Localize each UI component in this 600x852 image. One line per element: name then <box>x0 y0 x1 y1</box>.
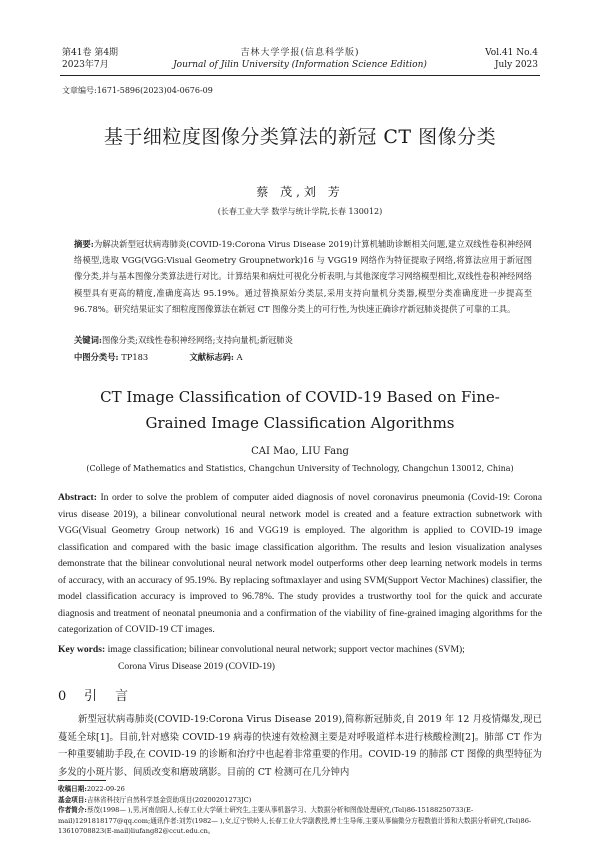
date-en: July 2023 <box>494 60 538 70</box>
footnote-fund <box>58 795 542 806</box>
footnote-rule <box>58 780 106 781</box>
journal-name-en: Journal of Jilin University (Information Science Edition) <box>173 60 427 70</box>
fund-label: 基金项目: <box>58 795 87 804</box>
chinese-abstract-label: 摘要: <box>74 239 94 249</box>
received-label: 收稿日期: <box>58 785 87 793</box>
section-title: 引言 <box>84 689 147 704</box>
chinese-keywords <box>74 334 532 346</box>
clc-value: TP183 <box>121 352 149 362</box>
article-number: 文章编号:1671-5896(2023)04-0676-09 <box>62 86 213 95</box>
footnotes <box>58 784 542 837</box>
fund-value: 吉林省科技厅自然科学基金资助项目(20200201273JC) <box>86 795 252 804</box>
received-value: 2022-09-26 <box>86 785 125 793</box>
header-left <box>62 47 118 71</box>
clc-label: 中图分类号: <box>74 352 119 362</box>
english-keywords <box>58 642 542 675</box>
english-affiliation: (College of Mathematics and Statistics, Changchun University of Technology, Changchun 130012, China) <box>86 464 514 473</box>
section-heading <box>58 685 146 704</box>
journal-name-cn: 吉林大学学报(信息科学版) <box>240 48 360 58</box>
chinese-abstract <box>74 236 532 317</box>
header-right <box>485 47 538 71</box>
date-cn: 2023年7月 <box>62 60 109 70</box>
author-value: 蔡茂(1998— ),男,河南信阳人,长春工业大学硕士研究生,主要从事机器学习、大数据分析和图像处理研究,(Tel)86-15188250733(E-mail)1291818177@qq.com;通讯作者:刘芳(1982— ),女,辽宁铁岭人,长春工业大学副教授,博士生导师,主要从事偏微分方程数值计算和大数据分析研究,(Tel)86-13610708823(E-mail)liufang82@ccut.edu.cn。 <box>58 806 532 835</box>
classification-line <box>74 351 532 363</box>
volume-issue-en: Vol.41 No.4 <box>485 48 538 58</box>
chinese-keywords-text: 图像分类;双线性卷积神经网络;支持向量机;新冠肺炎 <box>101 335 293 345</box>
footnote-author <box>58 805 542 837</box>
intro-paragraph: 新型冠状病毒肺炎(COVID-19:Corona Virus Disease 2019),简称新冠肺炎,自 2019 年 12 月疫情爆发,现已蔓延全球[1]。目前,针对感染 COVID-19 病毒的快速有效检测主要是对呼吸道样本进行核酸检测[2]。肺部 CT 作为一种重要辅助手段,在 COVID-19 的诊断和治疗中也起着非常重要的作用。COVID-19 的肺部 CT 图像的典型特征为多发的小斑片影、间质改变和磨玻璃影。目前的 CT 检测可在几分钟内 <box>58 714 542 778</box>
english-authors: CAI Mao, LIU Fang <box>251 446 349 457</box>
english-abstract-text: In order to solve the problem of computer aided diagnosis of novel coronavirus pneumonia (Covid-19: Corona virus disease 2019), a bilinear convolutional neural network model is created and a feature extraction subnetwork with VGG(Visual Geometry Group network) 16 and VGG19 is employed. The algorithm is applied to COVID-19 image classification and compared with the basic image classification algorithm. The results and lesion visualization analyses demonstrate that the bilinear convolutional neural network model outperforms other deep learning network models in terms of accuracy, with an accuracy of 95.19%. By replacing softmaxlayer and using SVM(Support Vector Machines) classifier, the model classification accuracy is improved to 96.78%. The study provides a trustworthy tool for the quick and accurate diagnosis and treatment of neonatal pneumonia and a confirmation of the viability of fine-grained imaging algorithms for the categorization of COVID-19 CT images. <box>58 492 542 635</box>
footnote-received <box>58 784 542 795</box>
chinese-authors: 蔡 茂,刘 芳 <box>256 185 344 199</box>
author-label: 作者简介: <box>58 806 87 814</box>
english-keywords-label: Key words: <box>58 644 106 655</box>
english-keywords-line2: Corona Virus Disease 2019 (COVID-19) <box>118 660 275 672</box>
header-rule <box>60 75 540 76</box>
chinese-abstract-text: 为解决新型冠状病毒肺炎(COVID-19:Corona Virus Disease 2019)计算机辅助诊断相关问题,建立双线性卷积神经网络模型,选取 VGG(VGG:Visual Geometry Groupnetwork)16 与 VGG19 网络作为特征提取子网络,将算法应用于新冠图像分类,并与基本图像分类算法进行对比。计算结果和病灶可视化分析表明,与其他深度学习网络模型相比,双线性卷积神经网络模型具有更高的精度,准确度高达 95.19%。通过替换原始分类层,采用支持向量机分类器,模型分类准确度进一步提高至 96.78%。研究结果证实了细粒度图像算法在新冠 CT 图像分类上的可行性,为快速正确诊疗新冠肺炎提供了可靠的工具。 <box>74 239 532 314</box>
volume-issue-cn: 第41卷 第4期 <box>62 48 119 58</box>
doc-code-value: A <box>236 352 243 362</box>
english-abstract-label: Abstract: <box>58 492 97 503</box>
chinese-affiliation: (长春工业大学 数学与统计学院,长春 130012) <box>217 207 383 216</box>
chinese-keywords-label: 关键词: <box>74 335 102 345</box>
section-number: 0 <box>58 689 67 704</box>
doc-code-label: 文献标志码: <box>189 352 234 362</box>
chinese-title: 基于细粒度图像分类算法的新冠 CT 图像分类 <box>103 126 497 148</box>
header-center <box>160 47 440 71</box>
english-keywords-line1: image classification; bilinear convolutional neural network; support vector machines (SVM); <box>107 644 465 655</box>
english-abstract <box>58 490 542 639</box>
english-title: CT Image Classification of COVID-19 Based on Fine-Grained Image Classification Algorithms <box>100 388 500 432</box>
